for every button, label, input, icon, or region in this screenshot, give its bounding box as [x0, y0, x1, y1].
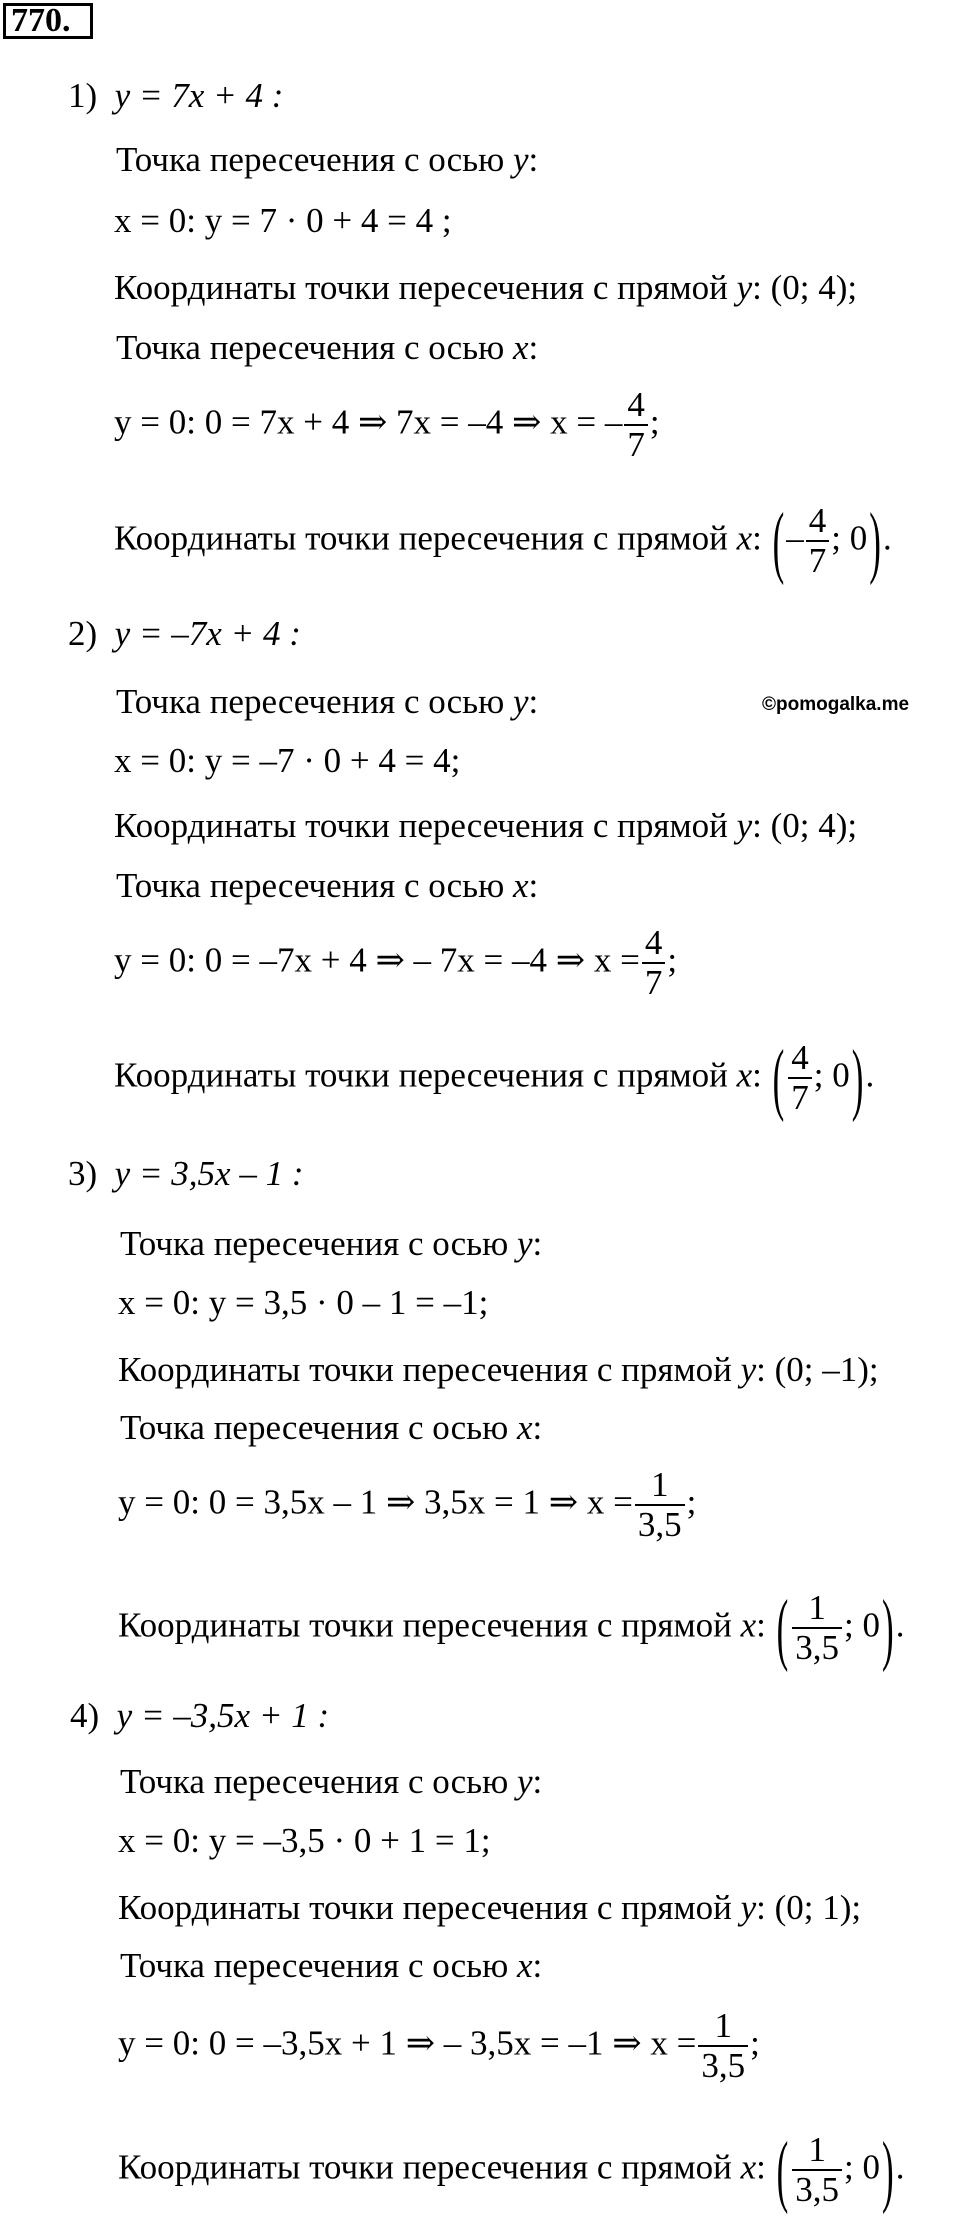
part-4-header: 4) y = –3,5x + 1 : [70, 1696, 330, 1735]
part-4-x-coords: Координаты точки пересечения с прямой x: ( $\frac{1}{3,5}$ ; 0). [118, 2125, 905, 2216]
part-3-x-calc: y = 0: 0 = 3,5x – 1 ⇒ 3,5x = 1 ⇒ x = $\frac{1}{3,5}$ ; [118, 1465, 697, 1544]
part-3-x-coords: Координаты точки пересечения с прямой x: ( $\frac{1}{3,5}$ ; 0). [118, 1583, 905, 1674]
part-4-x-fraction: $\frac{1}{3,5}$ [698, 2008, 748, 2085]
part-2-header: 2) y = –7x + 4 : [68, 614, 301, 653]
part-3-point-fraction: $\frac{1}{3,5}$ [792, 1590, 842, 1667]
part-4-function: y = –3,5x + 1 : [116, 1696, 330, 1735]
part-1-y-coords: Координаты точки пересечения с прямой y: (0; 4); [114, 268, 858, 307]
part-2-y-coords: Координаты точки пересечения с прямой y: (0; 4); [114, 806, 858, 845]
part-1-x-fraction: $\frac{4}{7}$ [624, 387, 648, 464]
part-2-function: y = –7x + 4 : [114, 614, 301, 653]
part-1-function: y = 7x + 4 : [114, 76, 284, 115]
part-2-point-fraction: $\frac{4}{7}$ [788, 1040, 812, 1117]
part-1-point-fraction: $\frac{4}{7}$ [806, 503, 830, 580]
part-2-y-calc: x = 0: y = –7 · 0 + 4 = 4; [114, 741, 461, 780]
problem-number: 770. [3, 3, 93, 39]
part-3-y-calc: x = 0: y = 3,5 · 0 – 1 = –1; [118, 1283, 489, 1322]
part-1-header: 1) y = 7x + 4 : [68, 76, 284, 115]
part-4-y-axis-label: Точка пересечения с осью y: [120, 1762, 543, 1801]
part-3-x-axis-label: Точка пересечения с осью x: [120, 1408, 543, 1447]
part-3-header: 3) y = 3,5x – 1 : [68, 1154, 304, 1193]
part-1-y-calc: x = 0: y = 7 · 0 + 4 = 4 ; [114, 201, 452, 240]
part-4-y-coords: Координаты точки пересечения с прямой y: (0; 1); [118, 1888, 862, 1927]
part-1-y-axis-label: Точка пересечения с осью y: [116, 140, 539, 179]
part-1-x-calc: y = 0: 0 = 7x + 4 ⇒ 7x = –4 ⇒ x = – $\frac{4}{7}$ ; [114, 385, 660, 464]
part-4-x-axis-label: Точка пересечения с осью x: [120, 1946, 543, 1985]
part-2-x-axis-label: Точка пересечения с осью x: [116, 866, 539, 905]
part-2-y-axis-label: Точка пересечения с осью y: [116, 682, 539, 721]
part-3-y-coords: Координаты точки пересечения с прямой y: (0; –1); [118, 1350, 879, 1389]
part-2-x-calc: y = 0: 0 = –7x + 4 ⇒ – 7x = –4 ⇒ x = $\frac{4}{7}$ ; [114, 923, 678, 1002]
part-1-x-coords: Координаты точки пересечения с прямой x: (– $\frac{4}{7}$ ; 0). [114, 496, 892, 587]
part-1-x-axis-label: Точка пересечения с осью x: [116, 328, 539, 367]
part-3-x-fraction: $\frac{1}{3,5}$ [635, 1467, 685, 1544]
part-3-function: y = 3,5x – 1 : [114, 1154, 304, 1193]
part-4-y-calc: x = 0: y = –3,5 · 0 + 1 = 1; [118, 1821, 491, 1860]
part-3-y-axis-label: Точка пересечения с осью y: [120, 1224, 543, 1263]
watermark: ©pomogalka.me [762, 694, 910, 715]
part-2-x-coords: Координаты точки пересечения с прямой x: ( $\frac{4}{7}$ ; 0). [114, 1033, 875, 1124]
part-4-point-fraction: $\frac{1}{3,5}$ [792, 2132, 842, 2209]
part-2-x-fraction: $\frac{4}{7}$ [642, 925, 666, 1002]
part-4-x-calc: y = 0: 0 = –3,5x + 1 ⇒ – 3,5x = –1 ⇒ x = $\frac{1}{3,5}$ ; [118, 2006, 760, 2085]
